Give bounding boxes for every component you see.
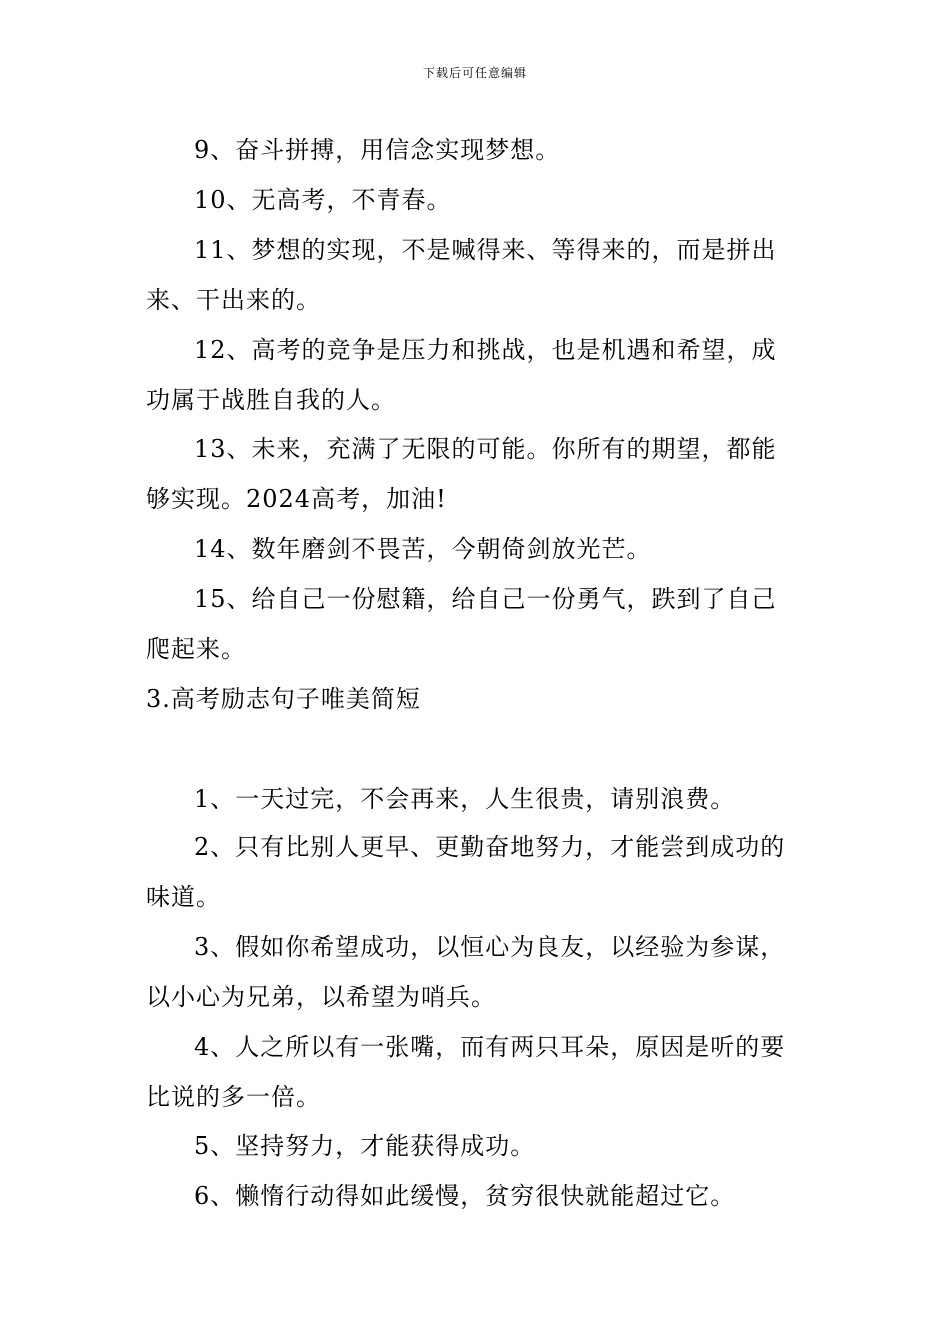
list-item-5: 5、坚持努力，才能获得成功。 [194, 1132, 536, 1160]
list-item-11: 11、梦想的实现，不是喊得来、等得来的，而是拼出 [194, 236, 777, 264]
list-item-15-cont: 爬起来。 [146, 635, 246, 663]
list-item-6: 6、懒惰行动得如此缓慢，贫穷很快就能超过它。 [194, 1182, 736, 1210]
list-item-14: 14、数年磨剑不畏苦，今朝倚剑放光芒。 [194, 535, 652, 563]
list-item-3: 3、假如你希望成功，以恒心为良友，以经验为参谋， [194, 933, 786, 961]
list-item-13-cont: 够实现。2024高考，加油! [146, 485, 447, 513]
list-item-11-cont: 来、干出来的。 [146, 286, 321, 314]
list-item-10: 10、无高考，不青春。 [194, 186, 452, 214]
list-item-2-cont: 味道。 [146, 883, 221, 911]
list-item-13: 13、未来，充满了无限的可能。你所有的期望，都能 [194, 435, 777, 463]
list-item-2: 2、只有比别人更早、更勤奋地努力，才能尝到成功的 [194, 833, 786, 861]
list-item-9: 9、奋斗拼搏，用信念实现梦想。 [194, 136, 561, 164]
list-item-4-cont: 比说的多一倍。 [146, 1083, 321, 1111]
list-item-15: 15、给自己一份慰籍，给自己一份勇气，跌到了自己 [194, 585, 777, 613]
list-item-12: 12、高考的竞争是压力和挑战，也是机遇和希望，成 [194, 336, 777, 364]
list-item-1: 1、一天过完，不会再来，人生很贵，请别浪费。 [194, 785, 736, 813]
list-item-12-cont: 功属于战胜自我的人。 [146, 386, 396, 414]
list-item-3-cont: 以小心为兄弟，以希望为哨兵。 [146, 983, 496, 1011]
section-heading: 3.高考励志句子唯美简短 [146, 685, 421, 713]
list-item-4: 4、人之所以有一张嘴，而有两只耳朵，原因是听的要 [194, 1033, 786, 1061]
page-header: 下载后可任意编辑 [422, 66, 527, 80]
